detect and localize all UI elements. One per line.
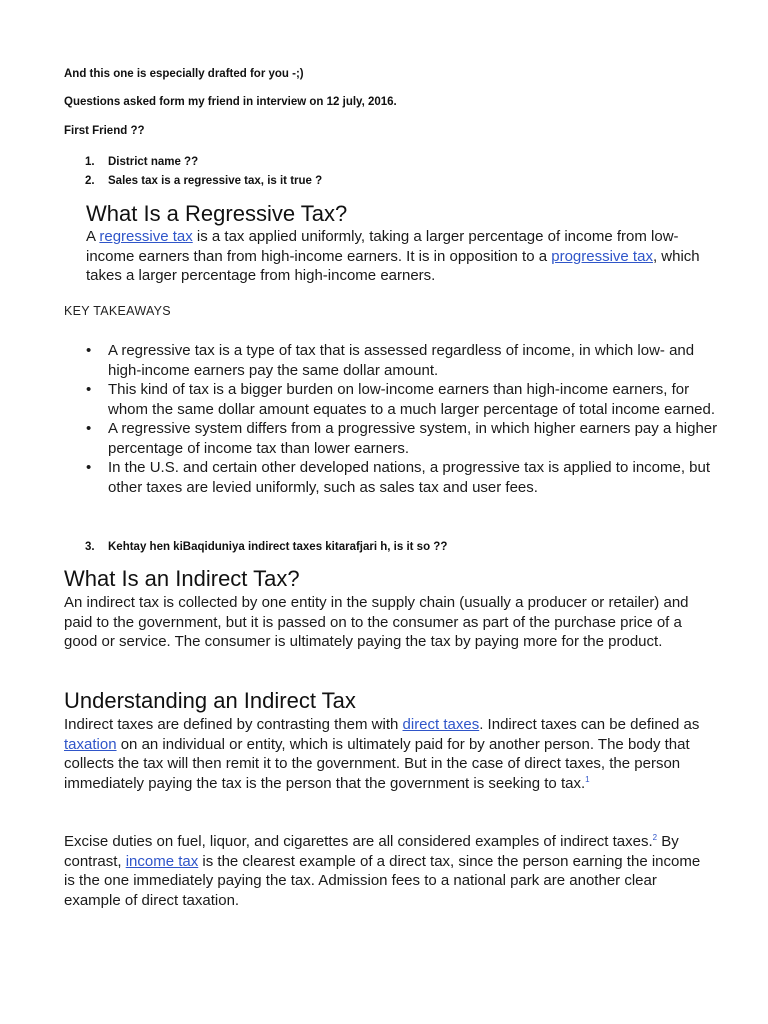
indirect-paragraph: An indirect tax is collected by one entity in the supply chain (usually a producer or retailer) and paid to the government, but it is passed on to the consumer as part of the purchase price of a good or service. The consumer is ultimately paying the tax by paying more for the product. xyxy=(64,594,689,650)
text-run: A xyxy=(86,228,100,245)
bullet-text: A regressive system differs from a progressive system, in which higher earners pay a higher percentage of income tax than lower earners. xyxy=(108,420,718,457)
regressive-tax-link[interactable]: regressive tax xyxy=(99,228,193,245)
question-list-continued xyxy=(64,538,447,557)
text-run: on an individual or entity, which is ultimately paid for by another person. The body that collects the tax will then remit it to the government. But in the case of direct taxes, the person immediately paying the tax is the person that the government is seeking to tax. xyxy=(64,735,690,792)
list-item xyxy=(84,380,724,419)
bullet-text: This kind of tax is a bigger burden on low-income earners than high-income earners, for whom the same dollar amount equates to a much larger percentage of total income earned. xyxy=(108,381,716,418)
intro-line-1: And this one is especially drafted for you -;) xyxy=(64,68,304,80)
intro-line-3: First Friend ?? xyxy=(64,125,145,137)
bullet-icon: • xyxy=(86,381,92,398)
key-takeaways-label: KEY TAKEAWAYS xyxy=(64,304,171,318)
list-number: 2. xyxy=(85,175,95,187)
direct-taxes-link[interactable]: direct taxes xyxy=(402,716,480,733)
footnote-1-link[interactable]: 1 xyxy=(585,774,590,784)
list-item xyxy=(84,341,724,380)
understanding-paragraph-2 xyxy=(64,832,714,910)
income-tax-link[interactable]: income tax xyxy=(125,852,199,870)
progressive-tax-link[interactable]: progressive tax xyxy=(551,247,653,265)
text-run: Indirect taxes are defined by contrasting them with xyxy=(64,716,403,733)
text-run: is a tax applied uniformly, taking a larger percentage of income from low-income earners than from high-income earners. It is in opposition to a xyxy=(86,228,679,265)
list-text: Kehtay hen kiBaqiduniya indirect taxes kitarafjari h, is it so ?? xyxy=(108,541,448,553)
bullet-icon: • xyxy=(86,342,92,359)
list-item xyxy=(84,419,724,458)
footnote-2-link[interactable]: 2 xyxy=(652,833,658,842)
bullet-icon: • xyxy=(86,420,92,437)
bullet-text: In the U.S. and certain other developed nations, a progressive tax is applied to income, but other taxes are levied uniformly, such as sales tax and user fees. xyxy=(108,459,711,496)
text-run: Excise duties on fuel, liquor, and cigarettes are all considered examples of indirect taxes. xyxy=(64,833,653,850)
key-takeaways-list xyxy=(84,341,724,497)
list-number: 3. xyxy=(85,541,95,553)
heading-regressive-tax: What Is a Regressive Tax? xyxy=(86,201,348,226)
question-list xyxy=(64,153,322,191)
text-run: By contrast, xyxy=(64,833,679,870)
understanding-paragraph-1 xyxy=(64,715,714,793)
bullet-icon: • xyxy=(86,459,92,476)
list-text: Sales tax is a regressive tax, is it true ? xyxy=(108,175,323,187)
list-number: 1. xyxy=(85,156,95,168)
text-run: . Indirect taxes can be defined as xyxy=(479,716,700,733)
list-item xyxy=(64,153,322,172)
regressive-paragraph xyxy=(86,227,716,286)
list-item xyxy=(64,538,447,557)
text-run: is the clearest example of a direct tax, since the person earning the income is the one immediately paying the tax. Admission fees to a national park are another clear example of direct taxation. xyxy=(64,852,701,909)
heading-understanding-indirect-tax: Understanding an Indirect Tax xyxy=(64,688,356,713)
taxation-link[interactable]: taxation xyxy=(64,735,117,753)
intro-line-2: Questions asked form my friend in interview on 12 july, 2016. xyxy=(64,96,397,108)
heading-indirect-tax: What Is an Indirect Tax? xyxy=(64,566,300,591)
text-run: , which takes a larger percentage from high-income earners. xyxy=(86,247,700,284)
list-text: District name ?? xyxy=(108,156,199,168)
bullet-text: A regressive tax is a type of tax that is assessed regardless of income, in which low- and high-income earners pay the same dollar amount. xyxy=(108,342,695,379)
list-item xyxy=(84,458,724,497)
list-item xyxy=(64,172,322,191)
